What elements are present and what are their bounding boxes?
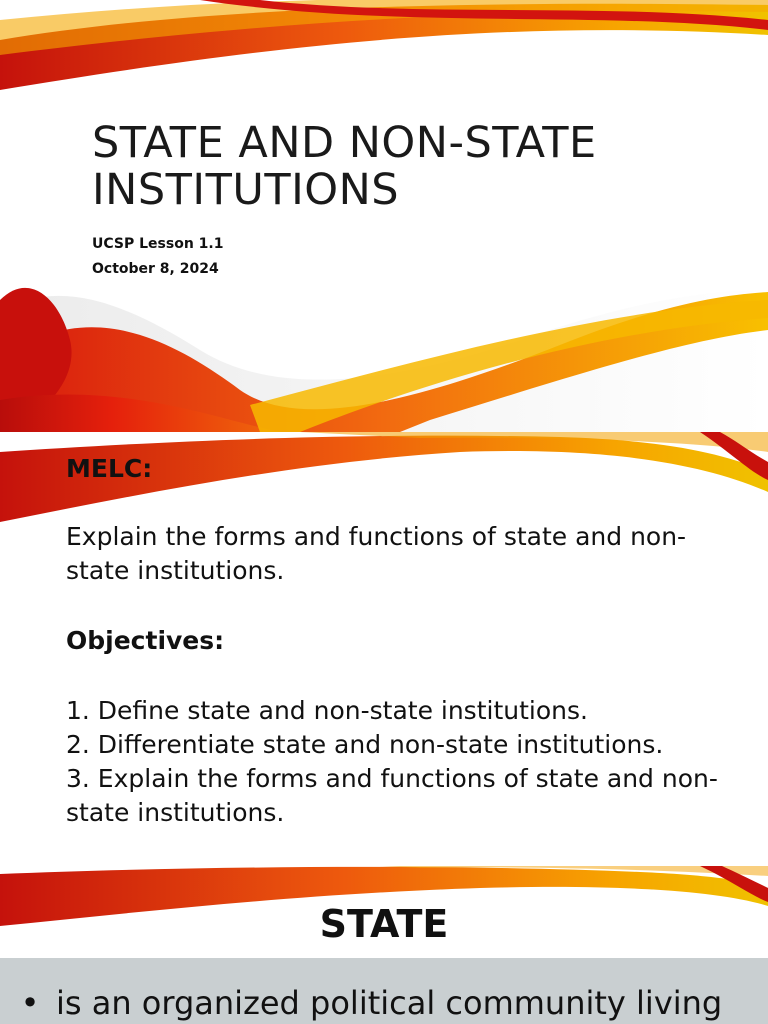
bullet-text: is an organized political community living: [56, 984, 723, 1022]
objective-item-2: 2. Differentiate state and non-state institutions.: [66, 730, 664, 759]
ribbon-decoration: [0, 0, 768, 432]
objectives-heading: Objectives:: [66, 626, 225, 655]
melc-text: Explain the forms and functions of state and non-state institutions.: [66, 522, 687, 585]
lesson-label: UCSP Lesson 1.1: [92, 236, 224, 252]
slide-title-text: STATE AND NON-STATE INSTITUTIONS: [92, 118, 597, 215]
bullet-icon: •: [20, 984, 40, 1022]
slide-title: [0, 0, 768, 432]
slide-melc: [0, 432, 768, 866]
bullet-item: [18, 984, 722, 1022]
date-label: October 8, 2024: [92, 261, 219, 277]
state-heading: STATE: [319, 902, 449, 946]
melc-heading: MELC:: [66, 454, 153, 483]
objective-item-3: 3. Explain the forms and functions of state and non-state institutions.: [66, 764, 718, 827]
objective-item-1: 1. Define state and non-state institutions.: [66, 696, 588, 725]
slide-state: [0, 866, 768, 1024]
